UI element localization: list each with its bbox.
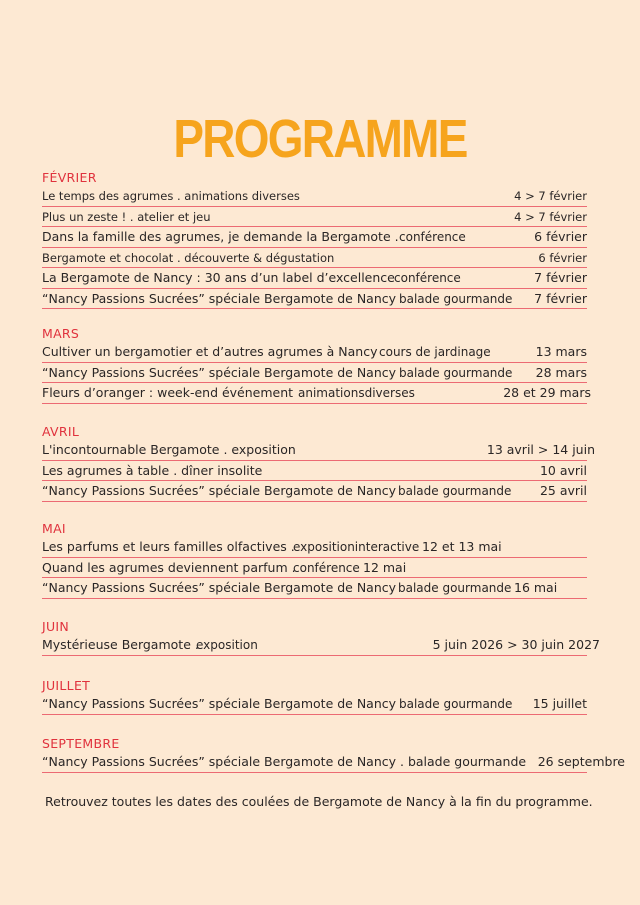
event-date: 15 juillet — [532, 696, 587, 711]
event-type: balade gourmande — [399, 291, 513, 306]
section-title: MARS — [42, 326, 80, 341]
event-name: “Nancy Passions Sucrées” spéciale Bergamote de Nancy . balade gourmande — [42, 754, 527, 769]
section-0 — [42, 169, 587, 309]
event-row — [42, 383, 591, 404]
event-date: 7 février — [534, 270, 587, 285]
event-row — [42, 363, 587, 384]
event-type: balade gourmande — [398, 484, 512, 498]
event-row — [42, 635, 600, 656]
event-type: animationsdiverses — [298, 386, 415, 400]
event-date: 26 septembre — [537, 754, 625, 769]
event-date: 7 février — [534, 290, 587, 306]
event-name: Quand les agrumes deviennent parfum . — [42, 559, 296, 575]
section-5 — [42, 677, 587, 715]
event-row — [42, 268, 587, 289]
event-date: 12 mai — [363, 559, 407, 575]
event-name: “Nancy Passions Sucrées” spéciale Bergamote de Nancy — [42, 696, 397, 711]
event-type: conférence — [394, 271, 461, 285]
event-row — [42, 186, 587, 207]
event-date: 4 > 7 février — [514, 209, 587, 224]
event-row — [42, 248, 587, 269]
event-name: Les agrumes à table . dîner insolite — [42, 462, 263, 478]
event-date: 25 avril — [539, 483, 587, 498]
event-date: 6 février — [538, 250, 587, 265]
event-row — [42, 578, 587, 599]
event-name: “Nancy Passions Sucrées” spéciale Bergamote de Nancy — [42, 483, 397, 498]
event-name: Bergamote et chocolat . découverte & dégustation — [42, 250, 335, 265]
section-title: SEPTEMBRE — [42, 736, 120, 751]
event-date: 28 et 29 mars — [503, 385, 591, 400]
event-date: 10 avril — [539, 462, 587, 478]
page-title: PROGRAMME — [173, 109, 467, 169]
section-title: MAI — [42, 521, 66, 536]
event-row — [42, 289, 587, 310]
section-title: JUILLET — [42, 678, 91, 693]
event-type: conférence — [293, 560, 360, 575]
section-title: FÉVRIER — [42, 170, 97, 185]
section-title: JUIN — [42, 619, 70, 634]
event-type: cours de jardinage — [379, 345, 491, 359]
event-name: Fleurs d’oranger : week-end événement — [42, 385, 294, 400]
event-type: conférence — [399, 230, 466, 244]
event-row — [42, 342, 587, 363]
event-date: 6 février — [534, 229, 587, 244]
section-6 — [42, 735, 625, 773]
event-type: balade gourmande — [399, 697, 513, 711]
event-row — [42, 481, 587, 502]
event-name: Les parfums et leurs familles olfactives . — [42, 539, 295, 554]
event-date: 16 mai — [514, 580, 558, 595]
event-name: “Nancy Passions Sucrées” spéciale Bergamote de Nancy — [42, 290, 397, 306]
event-row — [42, 752, 625, 773]
event-row — [42, 537, 587, 558]
event-name: Mystérieuse Bergamote . — [42, 637, 199, 652]
event-date: 13 avril > 14 juin — [486, 442, 595, 457]
section-title: AVRIL — [42, 424, 80, 439]
event-row — [42, 227, 587, 248]
event-row — [42, 461, 587, 482]
event-date: 28 mars — [535, 364, 587, 380]
event-row — [42, 694, 587, 715]
event-name: “Nancy Passions Sucrées” spéciale Bergamote de Nancy — [42, 364, 397, 380]
event-row — [42, 558, 587, 579]
footer-note: Retrouvez toutes les dates des coulées de Bergamote de Nancy à la fin du programme. — [45, 794, 593, 809]
event-name: Le temps des agrumes . animations diverses — [42, 189, 300, 203]
event-date: 5 juin 2026 > 30 juin 2027 — [432, 637, 600, 652]
section-2 — [42, 423, 595, 502]
event-row — [42, 207, 587, 228]
event-name: L'incontournable Bergamote . exposition — [42, 442, 296, 457]
event-name: “Nancy Passions Sucrées” spéciale Bergamote de Nancy — [42, 580, 397, 595]
event-name: Plus un zeste ! . atelier et jeu — [42, 209, 211, 224]
section-3 — [42, 520, 587, 599]
event-type: expositioninteractive — [293, 540, 420, 554]
section-1 — [42, 325, 591, 404]
section-4 — [42, 618, 600, 656]
event-row — [42, 440, 595, 461]
event-name: Cultiver un bergamotier et d’autres agrumes à Nancy — [42, 344, 378, 359]
event-type: balade gourmande — [399, 365, 513, 380]
event-date: 12 et 13 mai — [422, 539, 502, 554]
event-name: Dans la famille des agrumes, je demande la Bergamote . — [42, 229, 399, 244]
event-name: La Bergamote de Nancy : 30 ans d’un label d’excellence — [42, 270, 395, 285]
event-type: exposition — [196, 638, 258, 652]
event-type: balade gourmande — [398, 581, 512, 595]
event-date: 4 > 7 février — [514, 189, 587, 203]
event-date: 13 mars — [535, 344, 587, 359]
